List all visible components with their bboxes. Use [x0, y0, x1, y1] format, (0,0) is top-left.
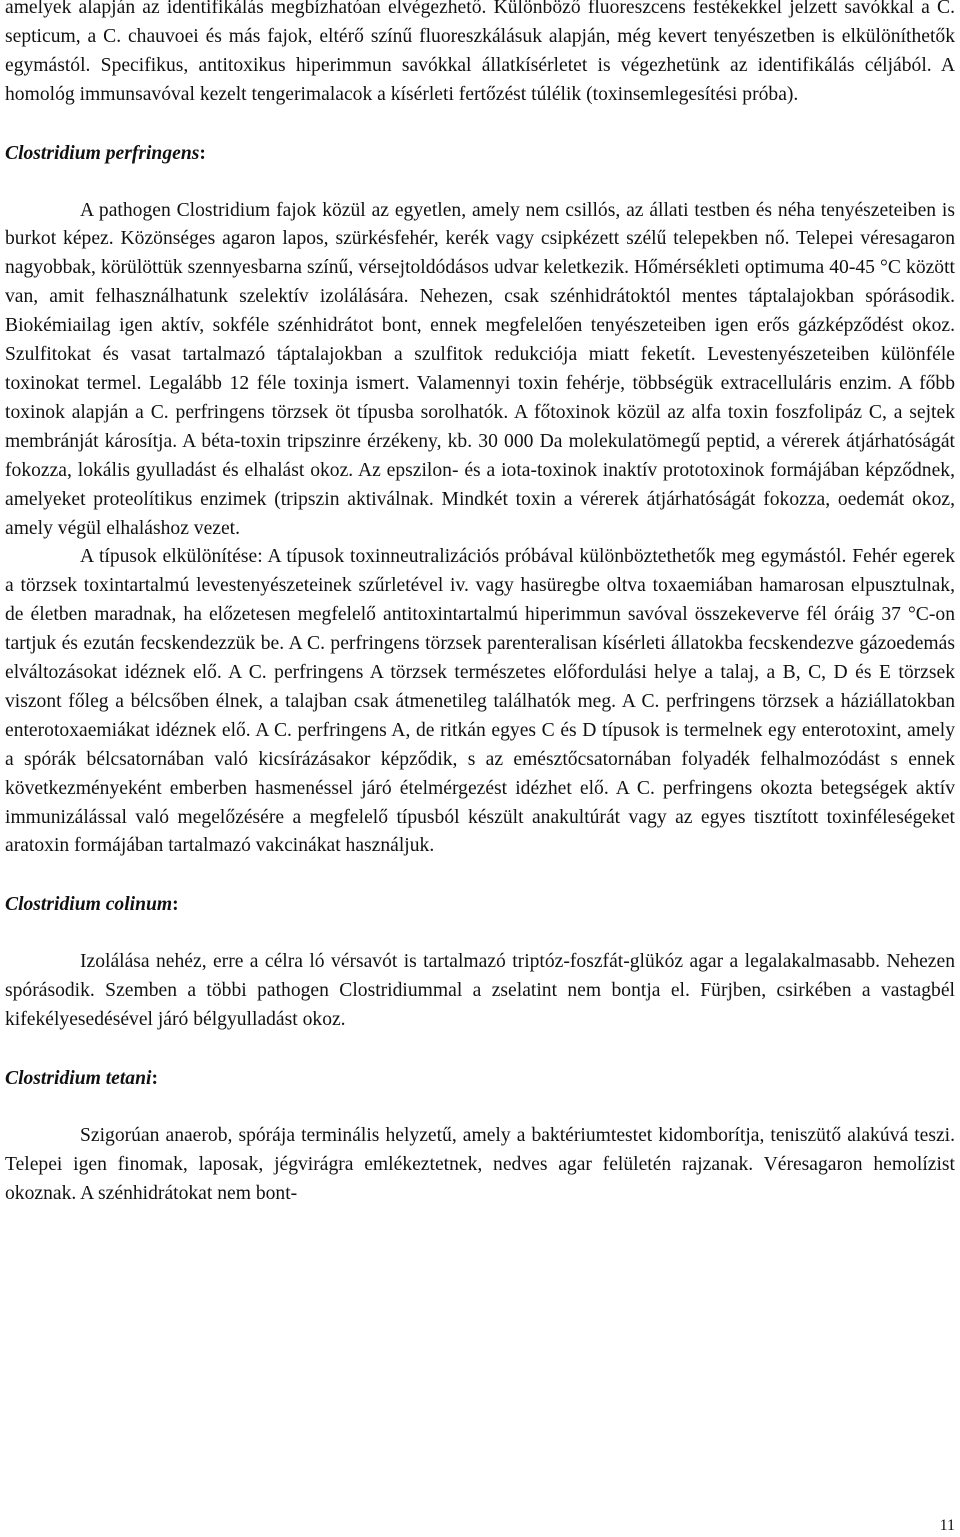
heading-clostridium-perfringens — [5, 140, 955, 169]
heading-clostridium-colinum — [5, 891, 955, 920]
heading-text: Clostridium tetani — [5, 1068, 152, 1089]
paragraph-identification: amelyek alapján az identifikálás megbízhatóan elvégezhető. Különböző fluoreszcens festékekkel jelzett savókkal a C. septicum, a C. chauvoei és más fajok, eltérő színű fluoreszkálásuk alapján, még kevert tenyészetben is elkülöníthetők egymástól. Specifikus, antitoxikus hiperimmun savókkal állatkísérletet is végezhetünk az identifikálás céljából. A homológ immunsavóval kezelt tengerimalacok a kísérleti fertőzést túlélik (toxinsemlegesítési próba). — [5, 0, 955, 105]
paragraph-perfringens-description: A pathogen Clostridium fajok közül az egyetlen, amely nem csillós, az állati testben és néha tenyészeteiben is burkot képez. Közönséges agaron lapos, szürkésfehér, kerék vagy csipkézett szélű telepekben nő. Telepei véresagaron nagyobbak, körülöttük szennyesbarna színű, vérsejtoldódásos udvar keletkezik. Hőmérsékleti optimuma 40-45 °C között van, amit felhasználhatunk szelektív izolálására. Nehezen, csak szénhidrátoktól mentes táptalajokban spórásodik. Biokémiailag igen aktív, sokféle szénhidrátot bont, ennek megfelelően tenyészeteiben igen erős gázképződést okoz. Szulfitokat és vasat tartalmazó táptalajokban a szulfitok redukciója miatt feketít. Levestenyészeteiben különféle toxinokat termel. Legalább 12 féle toxinja ismert. Valamennyi toxin fehérje, többségük extracelluláris enzim. A főbb toxinok alapján a C. perfringens törzsek öt típusba sorolhatók. A főtoxinok közül az alfa toxin foszfolipáz C, a sejtek membránját károsítja. A béta-toxin tripszinre érzékeny, kb. 30 000 Da molekulatömegű peptid, a vérerek átjárhatóságát fokozza, lokális gyulladást és elhalást okoz. Az epszilon- és a iota-toxinok inaktív prototoxinok formájában képződnek, amelyeket proteolítikus enzimek (tripszin aktiválnak. Mindkét toxin a vérerek átjárhatóságát fokozza, oedemát okoz, amely végül elhaláshoz vezet. — [5, 199, 955, 539]
heading-text: Clostridium perfringens — [5, 142, 200, 164]
paragraph-type-differentiation: A típusok elkülönítése: A típusok toxinneutralizációs próbával különböztethetők meg egymástól. Fehér egerek a törzsek toxintartalmú levestenyészeteinek szűrletével iv. vagy hasüregbe oltva toxaemiában hamarosan elpusztulnak, de életben maradnak, ha előzetesen megfelelő antitoxintartalmú hiperimmun savóval összekeverve fél óráig 37 °C-on tartjuk és ezután fecskendezzük be. A C. perfringens törzsek parenteralisan kísérleti állatokba fecskendezve gázoedemás elváltozásokat idéznek elő. A C. perfringens A törzsek természetes előfordulási helye a talaj, a B, C, D és E törzsek viszont főleg a bélcsőben élnek, a talajban csak átmenetileg találhatók meg. A C. perfringens törzsek a háziállatokban enterotoxaemiákat idéznek elő. A C. perfringens A, de ritkán egyes C és D típusok is termelnek egy enterotoxint, amely a spórák bélcsatornában való kicsírázásakor képződik, s az emésztőcsatornában folyadék felhalmozódást s ennek következményeként emberben hasmenéssel járó ételmérgezést idézhet elő. A C. perfringens okozta betegségek aktív immunizálással való megelőzésére a megfelelő típusból készült anakultúrát vagy az egyes tisztított toxinféleségeket aratoxin formájában tartalmazó vakcinákat használjuk. — [5, 546, 955, 857]
page-number: 11 — [939, 1517, 955, 1534]
heading-colon: : — [151, 1068, 158, 1089]
heading-clostridium-tetani — [5, 1065, 955, 1094]
document-page — [5, 0, 955, 1209]
paragraph-colinum-description: Izolálása nehéz, erre a célra ló vérsavót is tartalmazó triptóz-foszfát-glükóz agar a legalakalmasabb. Nehezen spórásodik. Szemben a többi pathogen Clostridiummal a zselatint nem bontja el. Fürjben, csirkében a vastagbél kifekélyesedésével járó bélgyulladást okoz. — [5, 951, 955, 1031]
heading-text: Clostridium colinum — [5, 894, 173, 916]
heading-colon: : — [172, 894, 179, 916]
heading-colon: : — [199, 142, 206, 164]
paragraph-tetani-description: Szigorúan anaerob, spórája terminális helyzetű, amely a baktériumtestet kidomborítja, teniszütő alakúvá teszi. Telepei igen finomak, laposak, jégvirágra emlékeztetnek, nedves agar felületén rajzanak. Véresagaron hemolízist okoznak. A szénhidrátokat nem bont- — [5, 1124, 955, 1204]
